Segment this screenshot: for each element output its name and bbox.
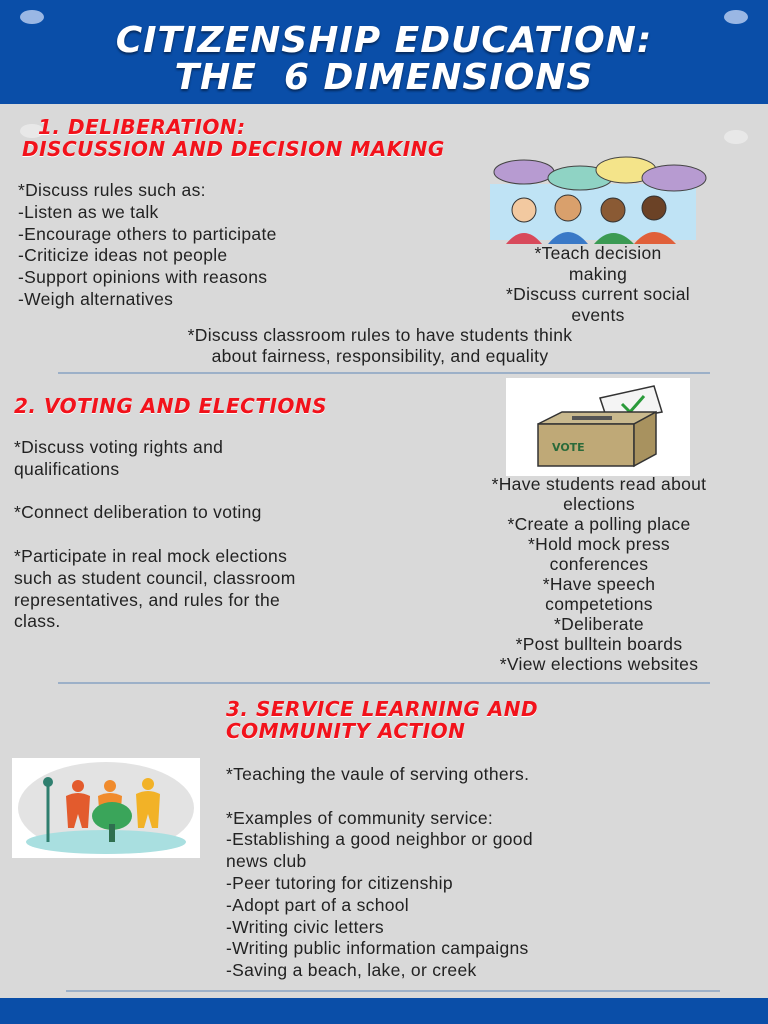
- page-title: [0, 22, 768, 96]
- note-line: *Discuss classroom rules to have students think: [187, 325, 573, 345]
- list-item: *Discuss rules such as:: [18, 180, 206, 200]
- section-divider: [66, 990, 720, 992]
- list-item: *Hold mock press: [528, 534, 670, 554]
- community-people-tree-illustration: [12, 758, 200, 858]
- note-line: about fairness, responsibility, and equality: [211, 346, 549, 366]
- list-item: conferences: [549, 554, 649, 574]
- list-item: -Support opinions with reasons: [18, 267, 268, 288]
- section1-title-line: 1. DELIBERATION:: [38, 115, 246, 139]
- list-item: such as student council, classroom: [14, 567, 296, 588]
- list-item: *Have students read about: [491, 474, 707, 494]
- list-item: *Discuss current social: [506, 284, 690, 304]
- section2-left-list: [14, 437, 296, 633]
- list-item: qualifications: [14, 458, 120, 479]
- list-item: *Teach decision: [534, 243, 662, 263]
- title-line: THE 6 DIMENSIONS: [174, 57, 594, 98]
- list-item: -Writing civic letters: [226, 916, 384, 937]
- section1-right-list: [452, 243, 744, 325]
- list-item: events: [571, 304, 625, 325]
- section1-bottom-note: [60, 325, 700, 367]
- list-item: news club: [226, 851, 307, 872]
- section3-title-line: 3. SERVICE LEARNING AND: [226, 697, 539, 721]
- ballot-box-illustration: [506, 378, 690, 476]
- list-item: *Have speech: [542, 574, 656, 594]
- footer-bar: [0, 998, 768, 1024]
- title-line: CITIZENSHIP EDUCATION:: [115, 20, 653, 61]
- section3-text: [226, 764, 533, 982]
- ballot-box-label: VOTE: [552, 441, 585, 454]
- list-item: representatives, and rules for the: [14, 589, 281, 610]
- header-banner: [0, 0, 768, 104]
- section-divider: [58, 682, 710, 684]
- section2-title-line: 2. VOTING AND ELECTIONS: [14, 394, 328, 418]
- section1-title-line: DISCUSSION AND DECISION MAKING: [22, 137, 445, 161]
- people-speech-bubbles-illustration: [488, 156, 710, 244]
- section3-title: [226, 698, 538, 742]
- list-item: *Deliberate: [554, 614, 644, 634]
- list-item: class.: [14, 611, 61, 632]
- section3-intro: *Teaching the vaule of serving others.: [226, 764, 530, 784]
- list-item: -Establishing a good neighbor or good: [226, 829, 533, 850]
- section1-title: [22, 116, 445, 160]
- list-item: -Writing public information campaigns: [226, 938, 529, 959]
- list-item: making: [568, 263, 628, 284]
- list-item: -Weigh alternatives: [18, 288, 174, 309]
- list-item: *Post bulltein boards: [515, 634, 683, 654]
- section1-left-list: [18, 180, 277, 311]
- list-item: competetions: [545, 594, 653, 614]
- list-item: elections: [563, 494, 635, 514]
- list-item: *Examples of community service:: [226, 807, 494, 828]
- section-divider: [58, 372, 710, 374]
- list-item: -Saving a beach, lake, or creek: [226, 960, 477, 981]
- list-item: *View elections websites: [499, 654, 699, 674]
- list-item: -Peer tutoring for citizenship: [226, 872, 453, 893]
- decor-dot: [724, 130, 748, 144]
- list-item: *Discuss voting rights and: [14, 437, 224, 457]
- list-item: -Encourage others to participate: [18, 223, 277, 244]
- section2-title: [14, 395, 327, 417]
- list-item: -Adopt part of a school: [226, 894, 409, 915]
- list-item: -Listen as we talk: [18, 201, 159, 222]
- section3-title-line: COMMUNITY ACTION: [226, 719, 466, 743]
- list-item: *Connect deliberation to voting: [14, 502, 262, 523]
- section2-right-list: [436, 474, 762, 674]
- list-item: -Criticize ideas not people: [18, 245, 228, 266]
- list-item: *Participate in real mock elections: [14, 545, 288, 566]
- list-item: *Create a polling place: [507, 514, 691, 534]
